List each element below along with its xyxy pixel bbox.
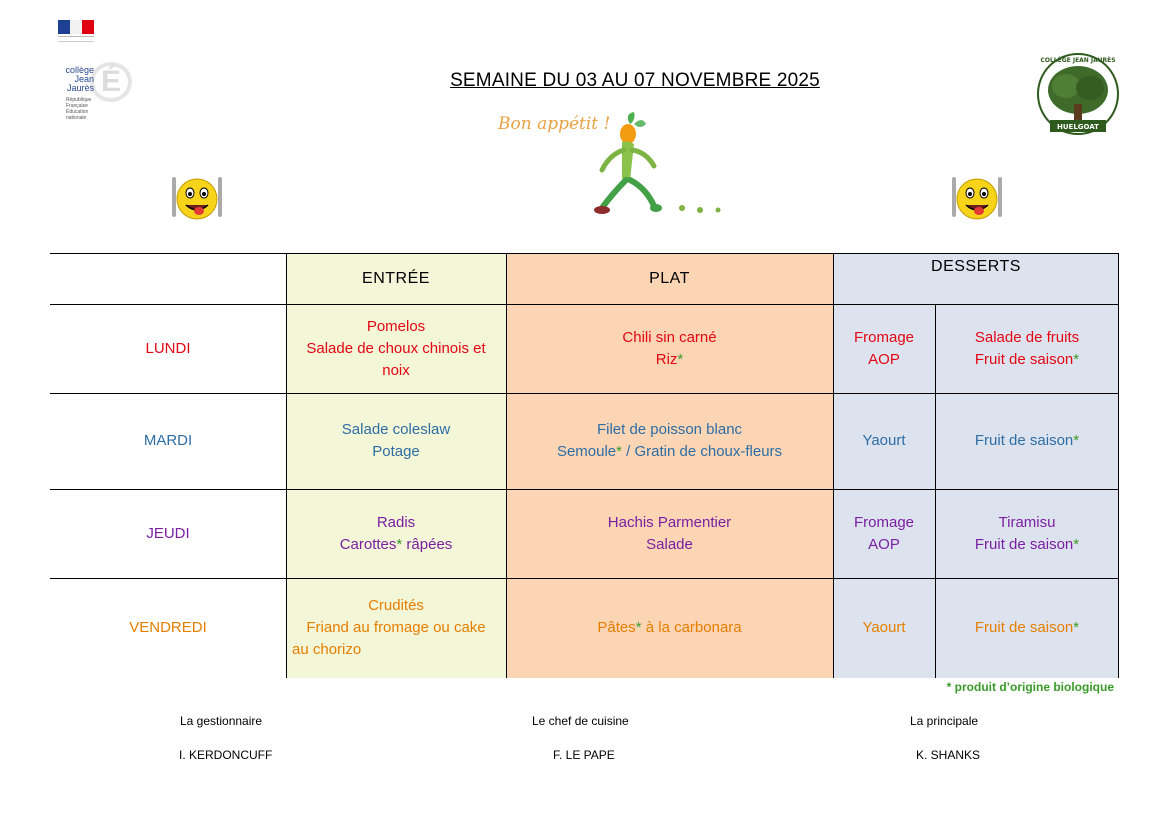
college-logo-line1: collège — [65, 65, 94, 75]
dish: Yaourt — [862, 432, 906, 449]
dish: Semoule* / Gratin de choux-fleurs — [556, 443, 783, 460]
dessert1-cell — [833, 393, 935, 489]
dessert2-cell — [935, 489, 1119, 578]
dessert1-cell — [833, 489, 935, 578]
republique-francaise-logo — [58, 20, 94, 42]
grid-line — [50, 304, 1119, 305]
grid-line — [286, 253, 287, 678]
dish: Friand au fromage ou cake — [306, 619, 486, 636]
menu-table — [50, 253, 1119, 678]
smiley-fork-knife-icon — [166, 173, 228, 223]
tree-school-logo — [1036, 50, 1120, 138]
svg-text:HUELGOAT: HUELGOAT — [1057, 123, 1099, 131]
dish: Tiramisu — [998, 513, 1056, 531]
bon-appetit-text: Bon appétit ! — [498, 114, 611, 134]
page-title: SEMAINE DU 03 AU 07 NOVEMBRE 2025 — [450, 70, 820, 91]
grid-line — [50, 578, 1119, 579]
day-label: JEUDI — [146, 524, 190, 542]
organic-asterisk: * — [616, 443, 622, 460]
dish: Fromage — [853, 513, 915, 531]
running-vegetable-illustration — [498, 110, 730, 222]
signature-name: K. SHANKS — [916, 748, 981, 762]
dish: Potage — [372, 443, 420, 460]
dish: Fruit de saison* — [974, 432, 1080, 449]
dish: Salade de fruits — [974, 328, 1080, 346]
dish: Carottes* râpées — [339, 535, 453, 553]
college-logo-small: République Française Éducation nationale — [66, 97, 92, 121]
grid-line — [50, 489, 1119, 490]
dish: Pomelos — [366, 317, 426, 335]
entree-cell — [286, 578, 506, 678]
organic-asterisk: * — [1073, 535, 1080, 553]
dish: Yaourt — [862, 619, 906, 636]
grid-line — [833, 253, 834, 678]
dish: Fruit de saison* — [974, 535, 1080, 553]
dessert2-cell — [935, 393, 1119, 489]
dish: AOP — [868, 535, 900, 553]
header-entree: ENTRÉE — [362, 269, 430, 287]
dish: Crudités — [368, 597, 424, 614]
dish: Fruit de saison* — [974, 619, 1080, 636]
dish: Salade coleslaw — [341, 421, 451, 438]
organic-asterisk: * — [1073, 619, 1080, 636]
grid-line — [935, 304, 936, 678]
dish: Riz* — [655, 350, 684, 368]
dish: Pâtes* à la carbonara — [597, 619, 742, 636]
dish: noix — [382, 361, 410, 379]
signature-role: La principale — [910, 714, 979, 728]
grid-line — [506, 253, 507, 678]
dish: Filet de poisson blanc — [596, 421, 743, 438]
dish: Fromage — [853, 328, 915, 346]
dessert1-cell — [833, 304, 935, 393]
college-jean-jaures-logo: É collège Jean Jaurès République Française Éducation nationale — [50, 62, 125, 130]
entree-cell — [286, 393, 506, 489]
organic-asterisk: * — [396, 535, 403, 553]
signature-name: F. LE PAPE — [553, 748, 615, 762]
smiley-fork-knife-icon — [946, 173, 1008, 223]
dish: Salade de choux chinois et — [306, 339, 486, 357]
organic-asterisk: * — [677, 350, 684, 368]
organic-asterisk: * — [1073, 432, 1080, 449]
dessert1-cell — [833, 578, 935, 678]
dish: Chili sin carné — [622, 328, 717, 346]
bio-footnote: * produit d’origine biologique — [946, 680, 1114, 694]
organic-asterisk: * — [635, 619, 642, 636]
header-plat: PLAT — [649, 269, 690, 287]
grid-line — [1118, 253, 1119, 678]
entree-cell — [286, 304, 506, 393]
grid-line — [50, 253, 1119, 254]
signature-name: I. KERDONCUFF — [179, 748, 273, 762]
grid-line — [50, 393, 1119, 394]
plat-cell — [506, 489, 833, 578]
dessert2-cell — [935, 304, 1119, 393]
dish: au chorizo — [292, 641, 362, 658]
dish: Fruit de saison* — [974, 350, 1080, 368]
dish: Radis — [376, 513, 416, 531]
day-label: MARDI — [143, 432, 193, 449]
signature-role: La gestionnaire — [180, 714, 263, 728]
dish: Salade — [646, 535, 693, 553]
day-label: LUNDI — [145, 339, 191, 357]
dish: Hachis Parmentier — [607, 513, 732, 531]
entree-cell — [286, 489, 506, 578]
signature-role: Le chef de cuisine — [532, 714, 629, 728]
college-logo-line2: Jean Jaurès — [66, 74, 94, 93]
plat-cell — [506, 578, 833, 678]
day-label: VENDREDI — [129, 619, 207, 636]
header-desserts: DESSERTS — [931, 258, 1021, 275]
svg-text:COLLÈGE JEAN JAURÈS: COLLÈGE JEAN JAURÈS — [1040, 57, 1116, 64]
plat-cell — [506, 393, 833, 489]
dessert2-cell — [935, 578, 1119, 678]
plat-cell — [506, 304, 833, 393]
organic-asterisk: * — [1073, 350, 1080, 368]
dish: AOP — [868, 350, 900, 368]
